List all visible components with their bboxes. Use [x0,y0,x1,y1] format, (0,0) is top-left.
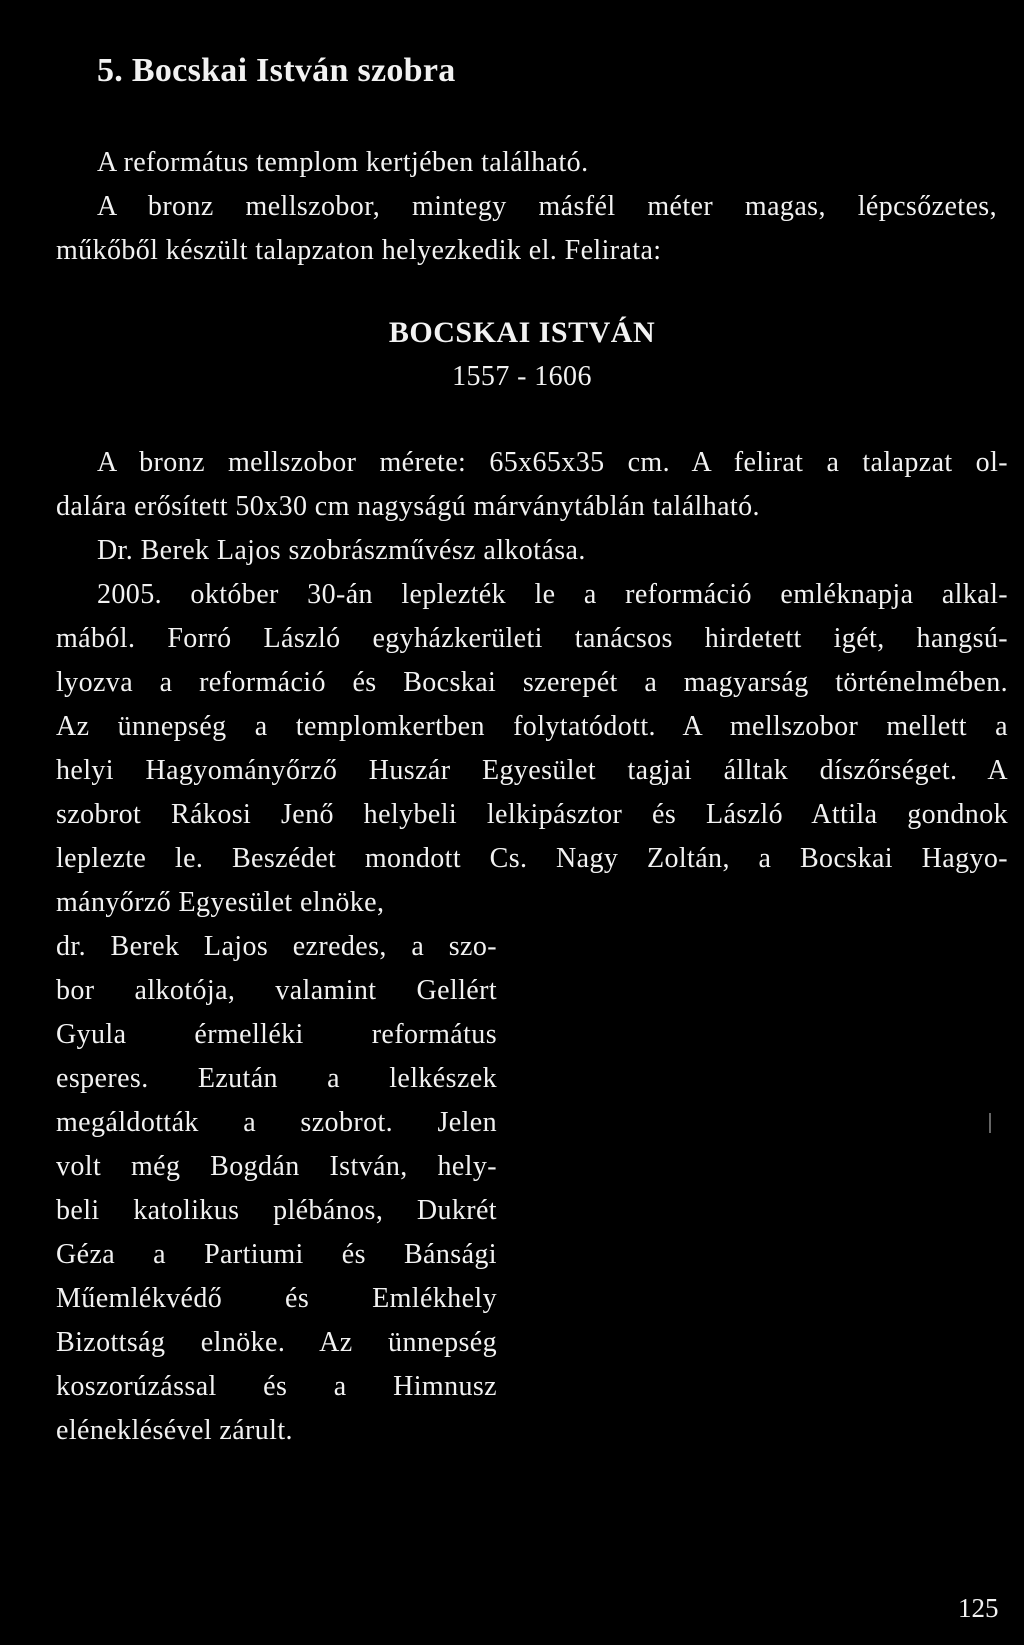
intro-line: A református templom kertjében található. [97,147,589,178]
body-line: dalára erősített 50x30 cm nagyságú márványtáblán található. [56,491,760,522]
body-line: leplezte le. Beszédet mondott Cs. Nagy Zoltán, a Bocskai Hagyo- [56,843,1008,874]
scan-speck [989,1113,991,1133]
intro-line: műkőből készült talapzaton helyezkedik el. Felirata: [56,235,662,266]
body-line: szobrot Rákosi Jenő helybeli lelkipásztor és László Attila gondnok [56,799,1008,830]
body-line: koszorúzással és a Himnusz [56,1371,497,1402]
body-line: megáldották a szobrot. Jelen [56,1107,497,1138]
body-line: Gyula érmelléki református [56,1019,497,1050]
body-line: bor alkotója, valamint Gellért [56,975,497,1006]
section-title: 5. Bocskai István szobra [97,52,456,89]
body-line: helyi Hagyományőrző Huszár Egyesület tagjai álltak díszőrséget. A [56,755,1008,786]
body-line: volt még Bogdán István, hely- [56,1151,497,1182]
inscription-name: BOCSKAI ISTVÁN [388,316,656,349]
intro-line: A bronz mellszobor, mintegy másfél méter magas, lépcsőzetes, [97,191,997,222]
body-line: lyozva a reformáció és Bocskai szerepét a magyarság történelmében. [56,667,1008,698]
body-line: eléneklésével zárult. [56,1415,293,1446]
body-line: A bronz mellszobor mérete: 65x65x35 cm. A felirat a talapzat ol- [97,447,1008,478]
body-line: Géza a Partiumi és Bánsági [56,1239,497,1270]
page-number: 125 [958,1593,999,1623]
body-line: esperes. Ezután a lelkészek [56,1063,497,1094]
body-line: Bizottság elnöke. Az ünnepség [56,1327,497,1358]
body-line: Dr. Berek Lajos szobrászművész alkotása. [97,535,586,566]
body-line: Műemlékvédő és Emlékhely [56,1283,497,1314]
body-line: beli katolikus plébános, Dukrét [56,1195,497,1226]
inscription-dates: 1557 - 1606 [452,361,592,392]
body-line: Az ünnepség a templomkertben folytatódott. A mellszobor mellett a [56,711,1008,742]
body-line: dr. Berek Lajos ezredes, a szo- [56,931,497,962]
body-line: 2005. október 30-án leplezték le a reformáció emléknapja alkal- [97,579,1008,610]
body-line: mából. Forró László egyházkerületi tanácsos hirdetett igét, hangsú- [56,623,1008,654]
body-line: mányőrző Egyesület elnöke, [56,887,385,918]
